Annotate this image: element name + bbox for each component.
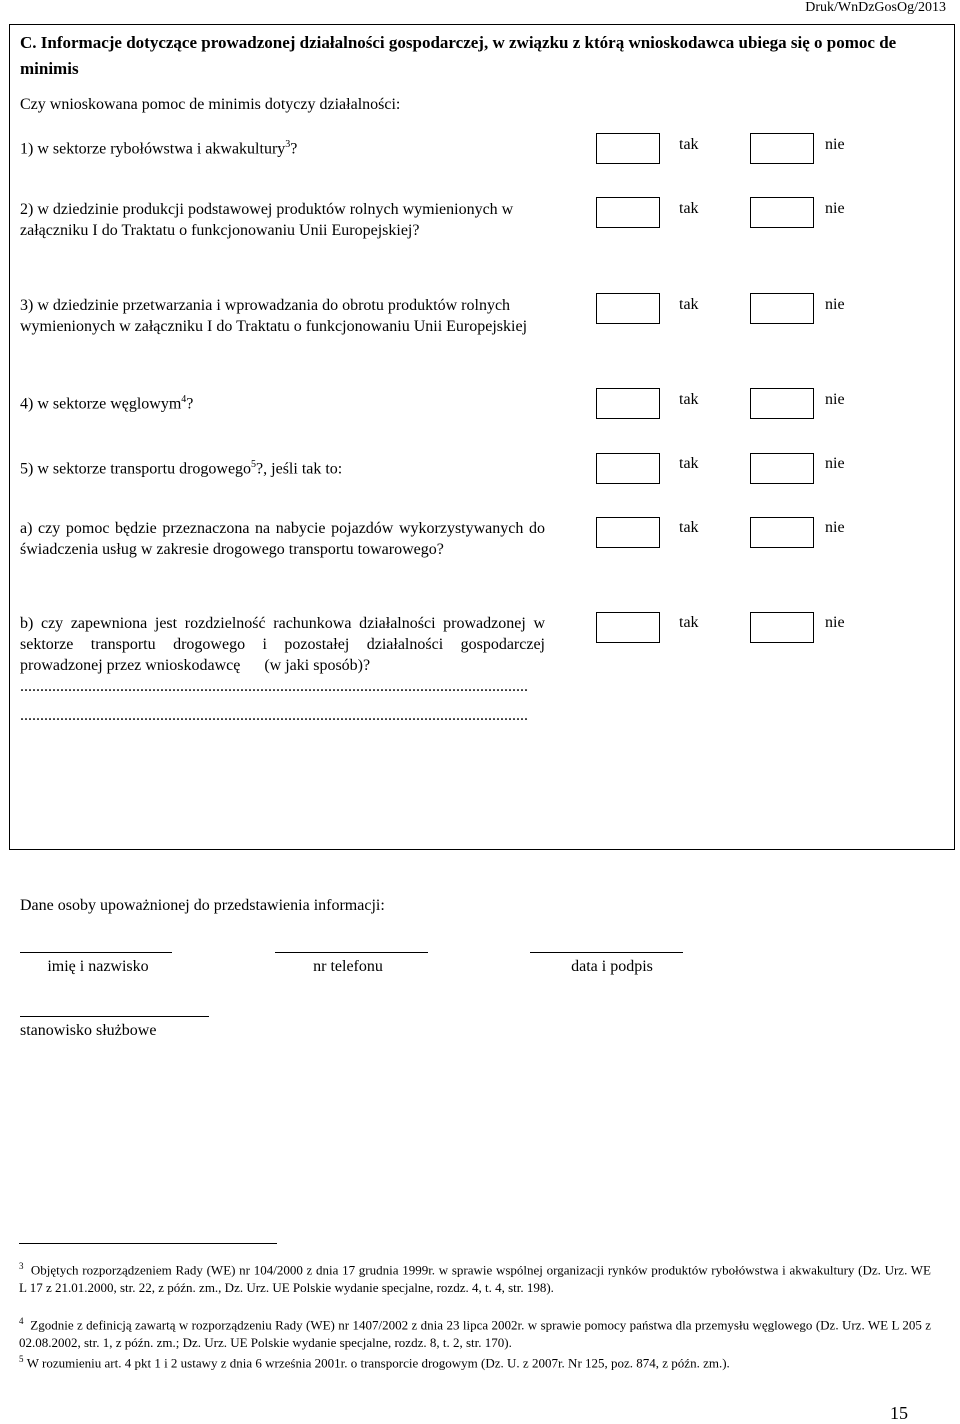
question-5b: b) czy zapewniona jest rozdzielność rachunkowa działalności prowadzonej w sektorze transportu drogowego i pozostałej działalności gospodarczej prowadzonej przez wnioskodawcę (w jaki sposób)? — [20, 615, 549, 674]
q5b-yes-label: tak — [679, 614, 699, 631]
q1-yes-label: tak — [679, 136, 699, 153]
question-2: 2) w dziedzinie produkcji podstawowej produktów rolnych wymienionych w załączniku I do Traktatu o funkcjonowaniu Unii Europejskiej? — [20, 201, 514, 239]
footnote-3 — [19, 1257, 931, 1297]
name-field-label: imię i nazwisko — [47, 958, 149, 975]
answer-dots-line-2[interactable]: ............................................................................................................................... — [20, 707, 528, 724]
q3-yes-checkbox[interactable] — [596, 293, 660, 324]
footnote-4-number: 4 — [19, 1316, 24, 1326]
q1-yes-checkbox[interactable] — [596, 133, 660, 164]
footnote-ref-5: 5 — [251, 459, 257, 470]
q5a-yes-checkbox[interactable] — [596, 517, 660, 548]
q2-no-checkbox[interactable] — [750, 197, 814, 228]
q3-no-checkbox[interactable] — [750, 293, 814, 324]
q1-no-label: nie — [825, 136, 845, 153]
question-5a: a) czy pomoc będzie przeznaczona na nabycie pojazdów wykorzystywanych do świadczenia usług w zakresie drogowego transportu towarowego? — [20, 520, 545, 558]
position-signature-line[interactable] — [20, 1016, 209, 1017]
date-sign-field-label: data i podpis — [571, 958, 653, 975]
answer-dots-line-1[interactable]: ............................................................................................................................... — [20, 678, 528, 695]
q5b-no-label: nie — [825, 614, 845, 631]
q5-yes-label: tak — [679, 455, 699, 472]
question-1 — [20, 134, 580, 159]
date-sign-signature-line[interactable] — [530, 952, 683, 953]
q5a-no-label: nie — [825, 519, 845, 536]
footnote-5 — [19, 1350, 931, 1372]
footnote-3-text: Objętych rozporządzeniem Rady (WE) nr 104/2000 z dnia 17 grudnia 1999r. w sprawie wspólnej organizacji rynków produktów rybołówstwa i akwakultury (Dz. Urz. WE L 17 z 21.01.2000, str. 22, z późn. zm., Dz. Urz. UE Polskie wydanie specjalne, rozdz. 4, t. 4, str. 198). — [19, 1262, 931, 1296]
question-5 — [20, 454, 580, 479]
page-number: 15 — [890, 1403, 908, 1423]
q4-yes-label: tak — [679, 391, 699, 408]
footnote-separator — [19, 1243, 277, 1244]
question-1-suffix: ? — [290, 140, 298, 158]
section-c-title: C. Informacje dotyczące prowadzonej działalności gospodarczej, w związku z którą wnioskodawca ubiega się o pomoc de minimis — [20, 33, 897, 78]
q2-yes-checkbox[interactable] — [596, 197, 660, 228]
footnote-5-text: W rozumieniu art. 4 pkt 1 i 2 ustawy z dnia 6 września 2001r. o transporcie drogowym (Dz. U. z 2007r. Nr 125, poz. 874, z późn. zm.). — [26, 1355, 730, 1371]
footnote-5-number: 5 — [19, 1354, 24, 1364]
authorized-person-heading: Dane osoby upoważnionej do przedstawienia informacji: — [20, 897, 385, 914]
q5-no-checkbox[interactable] — [750, 453, 814, 484]
footnote-3-number: 3 — [19, 1261, 24, 1271]
question-1-text: 1) w sektorze rybołówstwa i akwakultury — [20, 140, 286, 158]
question-3: 3) w dziedzinie przetwarzania i wprowadzania do obrotu produktów rolnych wymienionych w załączniku I do Traktatu o funkcjonowaniu Unii Europejskiej — [20, 297, 528, 335]
q5b-no-checkbox[interactable] — [750, 612, 814, 643]
document-code: Druk/WnDzGosOg/2013 — [805, 0, 946, 15]
question-5-suffix: ?, jeśli tak to: — [256, 460, 343, 478]
footnote-ref-4: 4 — [181, 394, 187, 405]
q3-yes-label: tak — [679, 296, 699, 313]
q4-no-checkbox[interactable] — [750, 388, 814, 419]
question-4 — [20, 389, 580, 414]
q5b-yes-checkbox[interactable] — [596, 612, 660, 643]
footnote-ref-3: 3 — [285, 139, 291, 150]
question-4-text: 4) w sektorze węglowym — [20, 395, 182, 413]
q2-no-label: nie — [825, 200, 845, 217]
q5a-no-checkbox[interactable] — [750, 517, 814, 548]
position-field-label: stanowisko służbowe — [20, 1022, 157, 1039]
question-4-suffix: ? — [186, 395, 194, 413]
q5-no-label: nie — [825, 455, 845, 472]
q2-yes-label: tak — [679, 200, 699, 217]
section-c-intro: Czy wnioskowana pomoc de minimis dotyczy działalności: — [20, 96, 401, 113]
q1-no-checkbox[interactable] — [750, 133, 814, 164]
q4-no-label: nie — [825, 391, 845, 408]
question-5-text: 5) w sektorze transportu drogowego — [20, 460, 252, 478]
q5a-yes-label: tak — [679, 519, 699, 536]
footnote-4 — [19, 1312, 931, 1352]
footnote-4-text: Zgodnie z definicją zawartą w rozporządzeniu Rady (WE) nr 1407/2002 z dnia 23 lipca 2002r. w sprawie pomocy państwa dla przemysłu węglowego (Dz. Urz. WE L 205 z 02.08.2002, str. 1, z późn. zm.; Dz. Urz. UE Polskie wydanie specjalne, rozdz. 8, t. 2, str. 170). — [19, 1317, 931, 1351]
q4-yes-checkbox[interactable] — [596, 388, 660, 419]
phone-signature-line[interactable] — [275, 952, 428, 953]
q5-yes-checkbox[interactable] — [596, 453, 660, 484]
q3-no-label: nie — [825, 296, 845, 313]
name-signature-line[interactable] — [20, 952, 172, 953]
phone-field-label: nr telefonu — [313, 958, 383, 975]
